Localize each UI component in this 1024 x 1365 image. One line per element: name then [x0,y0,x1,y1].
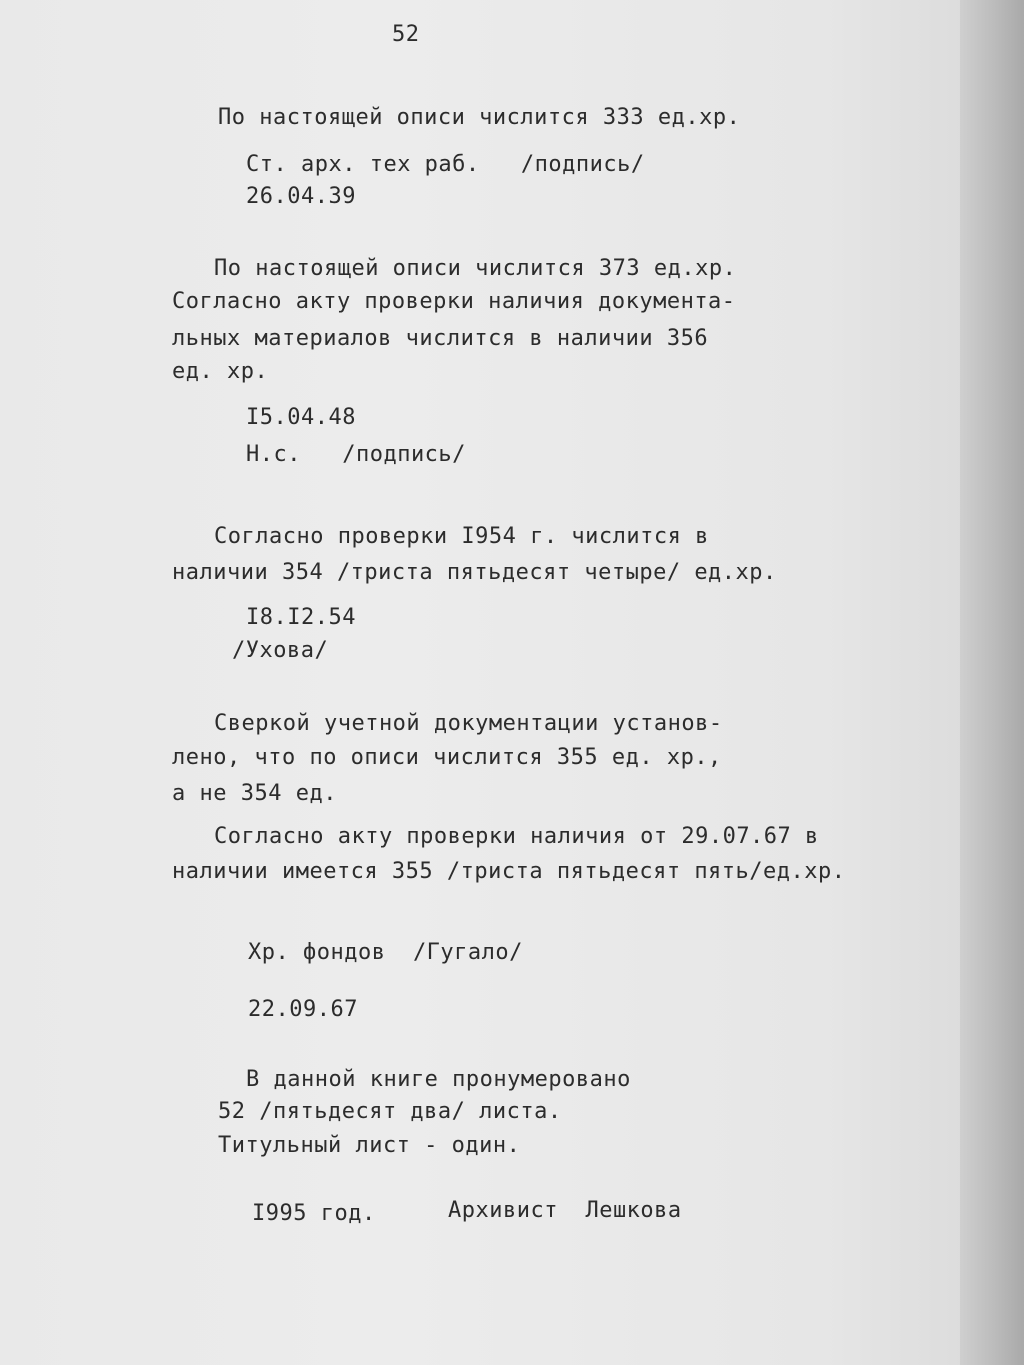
block2-line2: Согласно акту проверки наличия документа- [172,289,736,314]
block3-line1: Согласно проверки I954 г. числится в [214,524,709,549]
block2-line4: ед. хр. [172,359,269,384]
block5-line1: Согласно акту проверки наличия от 29.07.67 в [214,824,819,849]
block2-line1: По настоящей описи числится 373 ед.хр. [214,256,737,281]
block3-date: I8.I2.54 [246,605,356,630]
page-number: 52 [392,22,420,47]
block4-line1: Сверкой учетной документации установ- [214,711,723,736]
underlying-page-edge [960,0,1024,1365]
block4-line2: лено, что по описи числится 355 ед. хр., [172,745,722,770]
block5-signature: Хр. фондов /Гугало/ [248,940,523,965]
block1-date: 26.04.39 [246,184,356,209]
block6-line1: В данной книге пронумеровано [246,1067,631,1092]
footer-archivist: Архивист Лешкова [448,1198,682,1223]
block5-line2: наличии имеется 355 /триста пятьдесят пять/ед.хр. [172,859,846,884]
block5-date: 22.09.67 [248,997,358,1022]
block3-signature: /Ухова/ [232,638,329,663]
block6-line3: Титульный лист - один. [218,1133,521,1158]
block1-line1: По настоящей описи числится 333 ед.хр. [218,105,741,130]
footer-year: I995 год. [252,1201,376,1226]
block4-line3: а не 354 ед. [172,781,337,806]
block2-signature: Н.с. /подпись/ [246,442,466,467]
block1-signature: Ст. арх. тех раб. /подпись/ [246,152,645,177]
block6-line2: 52 /пятьдесят два/ листа. [218,1099,562,1124]
block2-date: I5.04.48 [246,405,356,430]
block3-line2: наличии 354 /триста пятьдесят четыре/ ед.хр. [172,560,777,585]
block2-line3: льных материалов числится в наличии 356 [172,326,709,351]
